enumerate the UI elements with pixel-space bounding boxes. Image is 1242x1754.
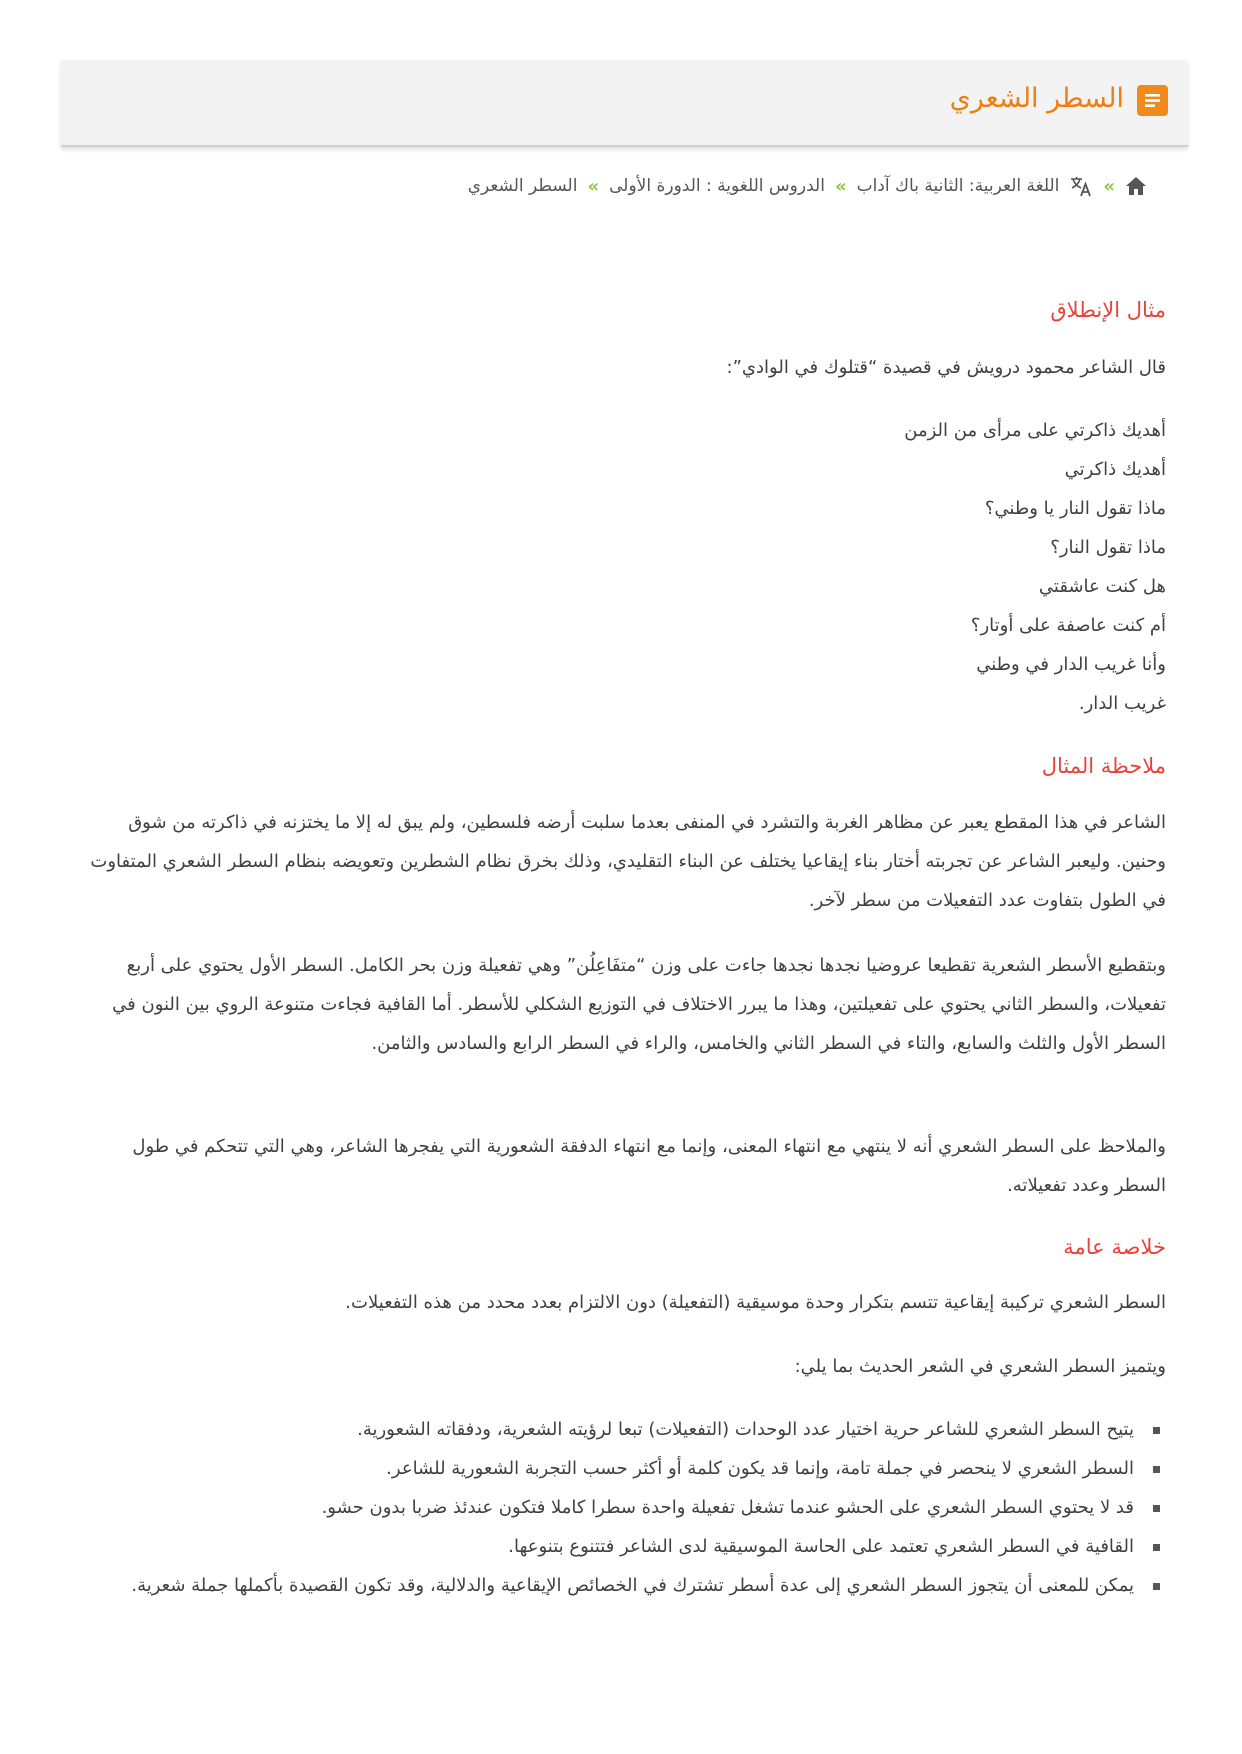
breadcrumb-item-lessons[interactable]: الدروس اللغوية : الدورة الأولى (609, 176, 825, 196)
list-item: يمكن للمعنى أن يتجوز السطر الشعري إلى عدة أسطر تشترك في الخصائص الإيقاعية والدلالية، وقد تكون القصيدة بأكملها جملة شعرية. (76, 1566, 1166, 1605)
note-paragraph: وبتقطيع الأسطر الشعرية تقطيعا عروضيا نجدها نجدها جاءت على وزن “متفَاعِلُن” وهي تفعيلة وزن بحر الكامل. السطر الأول يحتوي على أربع تفعيلات، والسطر الثاني يحتوي على تفعيلتين، وهذا ما يبرر الاختلاف في التوزيع الشكلي للأسطر. أما القافية فجاءت متنوعة الروي بين النون في السطر الأول والثلث والسابع، والتاء في السطر الثاني والخامس، والراء في السطر الرابع والسادس والثامن. (112, 955, 1166, 1054)
poem-line: ماذا تقول النار؟ (1050, 537, 1166, 558)
poem-line: أهديك ذاكرتي (1064, 459, 1166, 480)
opening-intro: قال الشاعر محمود درويش في قصيدة “قتلوك في الوادي”: (726, 357, 1166, 378)
list-item: القافية في السطر الشعري تعتمد على الحاسة الموسيقية لدى الشاعر فتتنوع بتنوعها. (76, 1527, 1166, 1566)
poem-line: هل كنت عاشقتي (1038, 576, 1166, 597)
poem-line: أم كنت عاصفة على أوتار؟ (970, 615, 1166, 636)
bullet-icon (1153, 1583, 1160, 1590)
page-header (61, 60, 1188, 147)
note-paragraph: الشاعر في هذا المقطع يعبر عن مظاهر الغربة والتشرد في المنفى بعدما سلبت أرضه فلسطين، ولم يبق له إلا ما يختزنه في ذاكرته من شوق وحنين. وليعبر الشاعر عن تجربته أختار بناء إيقاعيا يختلف عن البناء التقليدي، وذلك بخرق نظام الشطرين وتعويضه بنظام السطر الشعري المتفاوت في الطول بتفاوت عدد التفعيلات من سطر لآخر. (90, 812, 1166, 911)
section-title-opening-example: مثال الإنطلاق (1050, 298, 1166, 322)
list-item: قد لا يحتوي السطر الشعري على الحشو عندما تشغل تفعيلة واحدة سطرا كاملا فتكون عندئذ ضربا بدون حشو. (76, 1488, 1166, 1527)
list-item: يتيح السطر الشعري للشاعر حرية اختيار عدد الوحدات (التفعيلات) تبعا لرؤيته الشعرية، ودفقاته الشعورية. (76, 1410, 1166, 1449)
features-list (76, 1410, 1166, 1605)
bullet-icon (1153, 1505, 1160, 1512)
bullet-icon (1153, 1466, 1160, 1473)
breadcrumb-item-subject[interactable]: اللغة العربية: الثانية باك آداب (856, 176, 1060, 196)
breadcrumb-separator: » (834, 175, 847, 197)
poem-line: غريب الدار. (1078, 693, 1166, 714)
document-icon (1137, 85, 1168, 116)
list-item: السطر الشعري لا ينحصر في جملة تامة، وإنما قد يكون كلمة أو أكثر حسب التجربة الشعورية للشاعر. (76, 1449, 1166, 1488)
bullet-icon (1153, 1544, 1160, 1551)
poem-line: ماذا تقول النار يا وطني؟ (984, 498, 1166, 519)
translate-icon (1069, 174, 1093, 198)
breadcrumb-item-current: السطر الشعري (467, 176, 578, 196)
bullet-icon (1153, 1427, 1160, 1434)
page-title: السطر الشعري (949, 83, 1124, 114)
poem-line: أهديك ذاكرتي على مرأى من الزمن (904, 420, 1166, 441)
breadcrumb (468, 171, 1147, 201)
section-title-summary: خلاصة عامة (1063, 1235, 1166, 1259)
features-intro: ويتميز السطر الشعري في الشعر الحديث بما يلي: (794, 1356, 1166, 1377)
note-paragraph: والملاحظ على السطر الشعري أنه لا ينتهي مع انتهاء المعنى، وإنما مع انتهاء الدفقة الشعورية التي يفجرها الشاعر، وهي التي تتحكم في طول السطر وعدد تفعيلاته. (132, 1136, 1166, 1196)
breadcrumb-separator: » (1103, 175, 1115, 197)
poem-line: وأنا غريب الدار في وطني (976, 654, 1166, 675)
section-title-example-note: ملاحظة المثال (1041, 754, 1166, 778)
summary-definition: السطر الشعري تركيبة إيقاعية تتسم بتكرار وحدة موسيقية (التفعيلة) دون الالتزام بعدد محدد من هذه التفعيلات. (345, 1292, 1166, 1313)
home-icon[interactable] (1125, 176, 1147, 196)
breadcrumb-separator: » (587, 175, 600, 197)
